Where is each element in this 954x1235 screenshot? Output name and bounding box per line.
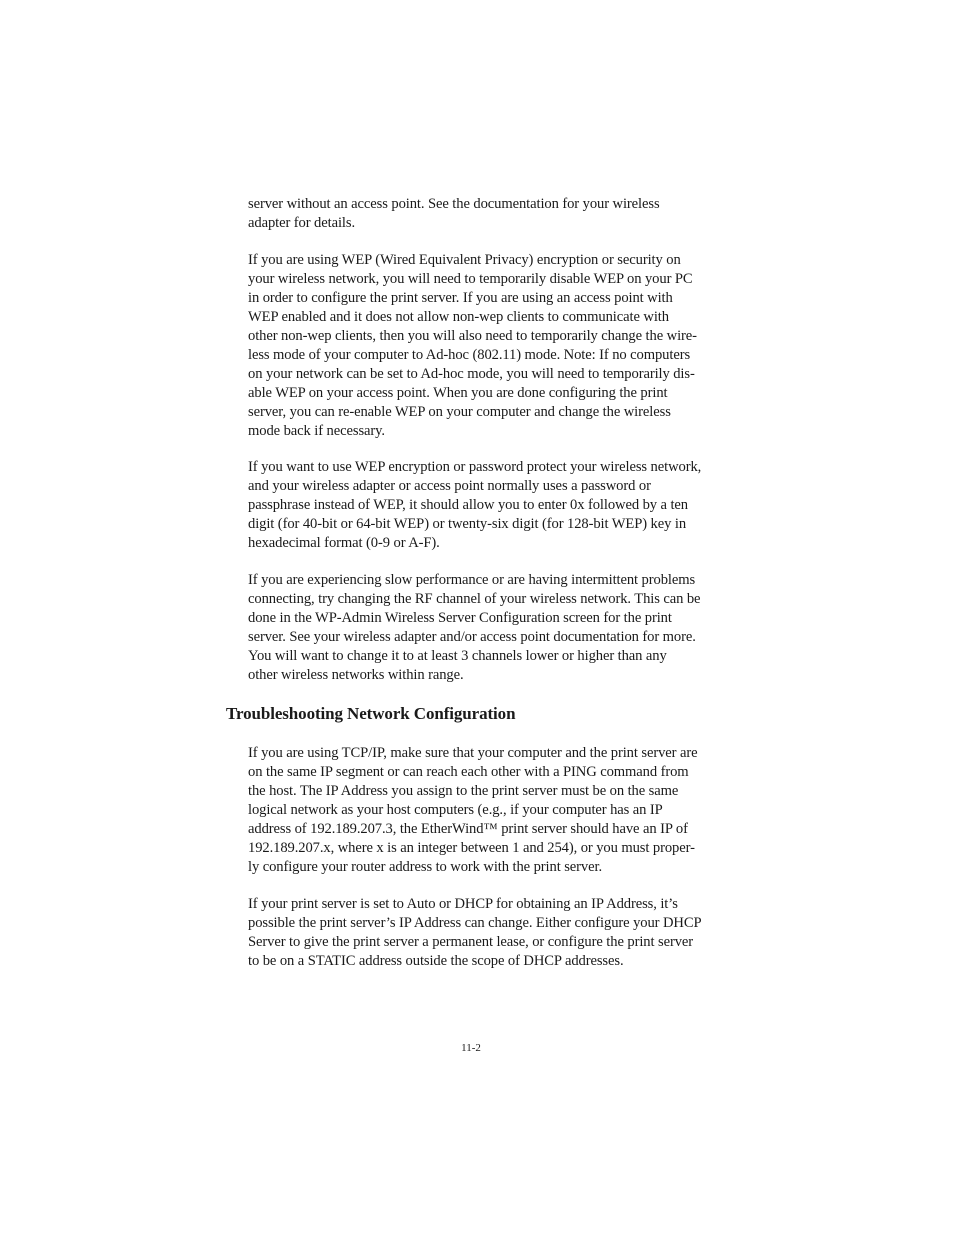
paragraph-rf-channel: If you are experiencing slow performance or are having intermittent problems connecting, try changing the RF channel of your wireless network. This can be done in the WP-Admin Wireless Server Configuration screen for the print server. See your wireless adapter and/or access point documentation for more. You will want to change it to at least 3 channels lower or higher than any other wireless networks within range. [248, 572, 701, 683]
section-heading: Troubleshooting Network Configuration [226, 704, 516, 723]
page-number: 11-2 [461, 1042, 481, 1054]
paragraph-wep-disable: If you are using WEP (Wired Equivalent Privacy) encryption or security on your wireless network, you will need to temporarily disable WEP on your PC in order to configure the print server. If you are using an access point with WEP enabled and it does not allow non-wep clients to communicate with other non-wep clients, then you will also need to temporarily change the wire- less mode of your computer to Ad-hoc (802.11) mode. Note: If no computers on your network can be set to Ad-hoc mode, you will need to temporarily dis- able WEP on your access point. When you are done configuring the print server, you can re-enable WEP on your computer and change the wireless mode back if necessary. [248, 252, 697, 439]
paragraph-tcpip-segment: If you are using TCP/IP, make sure that your computer and the print server are on the same IP segment or can reach each other with a PING command from the host. The IP Address you assign to the print server must be on the same logical network as your host computers (e.g., if your computer has an IP address of 192.189.207.3, the EtherWind™ print server should have an IP of 192.189.207.x, where x is an integer between 1 and 254), or you must proper- ly configure your router address to work with the print server. [248, 745, 698, 875]
paragraph-dhcp-address: If your print server is set to Auto or DHCP for obtaining an IP Address, it’s possible the print server’s IP Address can change. Either configure your DHCP Server to give the print server a permanent lease, or configure the print server to be on a STATIC address outside the scope of DHCP addresses. [248, 896, 702, 969]
paragraph-wireless-adapter-docs: server without an access point. See the documentation for your wireless adapter for details. [248, 196, 660, 231]
paragraph-wep-encryption-key: If you want to use WEP encryption or password protect your wireless network, and your wireless adapter or access point normally uses a password or passphrase instead of WEP, it should allow you to enter 0x followed by a ten digit (for 40-bit or 64-bit WEP) or twenty-six digit (for 128-bit WEP) key in hexadecimal format (0-9 or A-F). [248, 459, 702, 551]
